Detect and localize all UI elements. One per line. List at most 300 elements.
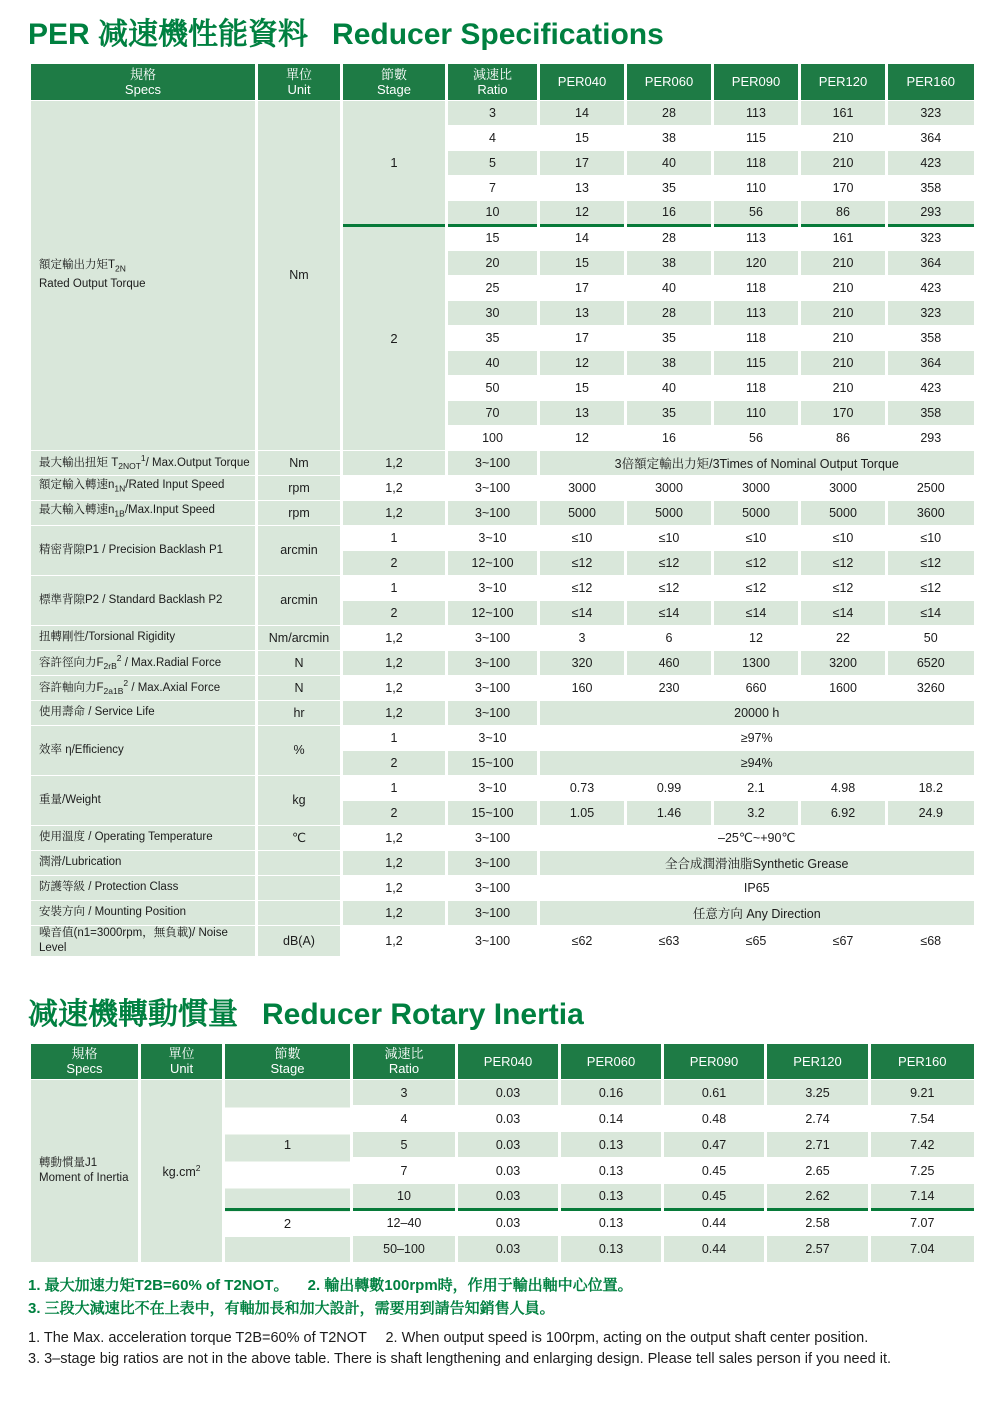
- value-cell: 7.54: [870, 1106, 974, 1132]
- value-cell: 170: [800, 175, 887, 200]
- value-cell: 230: [626, 675, 713, 700]
- value-cell: 161: [800, 100, 887, 125]
- value-cell: 17: [539, 275, 626, 300]
- value-cell: 12: [539, 425, 626, 450]
- group-cell: [257, 875, 342, 900]
- value-cell: 170: [800, 400, 887, 425]
- value-cell: 13: [539, 175, 626, 200]
- inertia-section-title: [28, 998, 972, 1032]
- group-cell: arcmin: [257, 525, 342, 575]
- value-cell: 5000: [539, 500, 626, 525]
- value-cell: ≤14: [539, 600, 626, 625]
- value-cell: 0.16: [560, 1080, 663, 1106]
- value-cell: 28: [626, 100, 713, 125]
- value-cell: 210: [800, 300, 887, 325]
- value-cell: 1,2: [342, 675, 447, 700]
- value-cell: 1600: [800, 675, 887, 700]
- table-row: [30, 650, 974, 675]
- spec-label: 噪音值(n1=3000rpm，無負載)/ Noise Level: [30, 925, 257, 956]
- value-cell: ≤67: [800, 925, 887, 956]
- value-cell: 0.13: [560, 1184, 663, 1210]
- value-cell: 3~10: [447, 775, 539, 800]
- value-cell: ≤65: [713, 925, 800, 956]
- value-cell: 12: [539, 350, 626, 375]
- value-cell: 40: [626, 375, 713, 400]
- value-cell: 38: [626, 350, 713, 375]
- value-cell: ≤12: [539, 575, 626, 600]
- value-cell: 3~100: [447, 650, 539, 675]
- value-cell: 12: [713, 625, 800, 650]
- value-cell: 1: [342, 575, 447, 600]
- table-row: [30, 100, 974, 125]
- value-cell: 3.2: [713, 800, 800, 825]
- value-cell: 1,2: [342, 900, 447, 925]
- value-cell: 0.48: [663, 1106, 766, 1132]
- value-cell: 0.03: [457, 1236, 560, 1262]
- value-cell: ≤62: [539, 925, 626, 956]
- table-row: [30, 925, 974, 956]
- table-row: [30, 850, 974, 875]
- group-cell: Nm: [257, 450, 342, 475]
- group-cell: kg: [257, 775, 342, 825]
- group-cell: %: [257, 725, 342, 775]
- column-header: PER160: [870, 1044, 974, 1080]
- value-cell: 1: [342, 775, 447, 800]
- value-cell: 1,2: [342, 650, 447, 675]
- value-cell: 364: [887, 250, 974, 275]
- value-cell: 100: [447, 425, 539, 450]
- value-cell: 110: [713, 400, 800, 425]
- column-header: PER040: [457, 1044, 560, 1080]
- value-cell: 1.05: [539, 800, 626, 825]
- value-cell: ≤10: [539, 525, 626, 550]
- value-cell: 35: [626, 400, 713, 425]
- inertia-title-zh: 减速機轉動慣量: [28, 997, 238, 1031]
- value-cell: 50: [447, 375, 539, 400]
- value-cell: 1.46: [626, 800, 713, 825]
- group-cell: 2: [342, 225, 447, 450]
- footnotes: [28, 1274, 972, 1370]
- value-cell: 0.99: [626, 775, 713, 800]
- value-cell: 50: [887, 625, 974, 650]
- table-row: [30, 700, 974, 725]
- table-row: [30, 825, 974, 850]
- spec-title-zh: PER 减速機性能資料: [28, 18, 309, 51]
- value-cell: 210: [800, 325, 887, 350]
- value-cell: ≤12: [887, 550, 974, 575]
- value-cell: 323: [887, 300, 974, 325]
- value-cell: 320: [539, 650, 626, 675]
- spec-label: 使用溫度 / Operating Temperature: [30, 825, 257, 850]
- value-cell: 3~10: [447, 575, 539, 600]
- value-cell: 10: [447, 200, 539, 225]
- group-cell: hr: [257, 700, 342, 725]
- spec-label: 最大輸入轉速$n_{1B}/Max.Input$ Speed: [30, 500, 257, 525]
- value-cell: 110: [713, 175, 800, 200]
- table-row: [30, 450, 974, 475]
- column-header: PER060: [560, 1044, 663, 1080]
- spec-label: 重量/Weight: [30, 775, 257, 825]
- value-cell: 22: [800, 625, 887, 650]
- value-cell: 3~100: [447, 475, 539, 500]
- value-cell: ≤12: [887, 575, 974, 600]
- value-cell: 7: [447, 175, 539, 200]
- value-cell: 3000: [539, 475, 626, 500]
- value-cell: 86: [800, 425, 887, 450]
- value-cell: 0.44: [663, 1210, 766, 1236]
- value-cell: 364: [887, 350, 974, 375]
- group-cell: rpm: [257, 500, 342, 525]
- value-cell: 7: [352, 1158, 457, 1184]
- value-cell: 15: [539, 125, 626, 150]
- footnote-en-1: 1. The Max. acceleration torque T2B=60% of T2NOT 2. When output speed is 100rpm, acting on the output shaft center position.: [28, 1329, 869, 1346]
- column-header: 節數 Stage: [342, 64, 447, 100]
- value-cell: ≤63: [626, 925, 713, 956]
- value-cell: 13: [539, 300, 626, 325]
- value-cell: 16: [626, 425, 713, 450]
- value-cell: 0.45: [663, 1184, 766, 1210]
- value-cell: 40: [626, 150, 713, 175]
- table-row: [30, 625, 974, 650]
- value-cell: 86: [800, 200, 887, 225]
- value-cell: ≤12: [539, 550, 626, 575]
- value-cell: 15: [539, 250, 626, 275]
- value-cell: 3~100: [447, 500, 539, 525]
- value-cell: 3.25: [766, 1080, 870, 1106]
- value-cell: ≤14: [887, 600, 974, 625]
- value-cell: 0.14: [560, 1106, 663, 1132]
- value-cell: 2.62: [766, 1184, 870, 1210]
- footnote-spacer: [28, 1320, 972, 1328]
- value-cell: 3260: [887, 675, 974, 700]
- value-cell: 28: [626, 300, 713, 325]
- value-cell: ≥97%: [539, 725, 974, 750]
- value-cell: 210: [800, 250, 887, 275]
- value-cell: 0.03: [457, 1106, 560, 1132]
- value-cell: 210: [800, 350, 887, 375]
- value-cell: 4: [352, 1106, 457, 1132]
- value-cell: 3~100: [447, 675, 539, 700]
- value-cell: 38: [626, 250, 713, 275]
- value-cell: 5000: [626, 500, 713, 525]
- value-cell: 364: [887, 125, 974, 150]
- value-cell: 113: [713, 225, 800, 250]
- column-header: 單位 Unit: [140, 1044, 224, 1080]
- value-cell: ≤14: [800, 600, 887, 625]
- group-cell: [257, 850, 342, 875]
- value-cell: –25℃~+90℃: [539, 825, 974, 850]
- value-cell: 12–40: [352, 1210, 457, 1236]
- value-cell: 118: [713, 375, 800, 400]
- spec-label: 使用壽命 / Service Life: [30, 700, 257, 725]
- value-cell: ≤12: [713, 575, 800, 600]
- value-cell: 7.42: [870, 1132, 974, 1158]
- value-cell: 0.03: [457, 1132, 560, 1158]
- spec-label: 標準背隙P2 / Standard Backlash P2: [30, 575, 257, 625]
- table-row: [30, 500, 974, 525]
- spec-label: 額定輸出力矩$T_{2N}$ Rated Output Torque: [30, 100, 257, 450]
- value-cell: 50–100: [352, 1236, 457, 1262]
- value-cell: 20: [447, 250, 539, 275]
- value-cell: 3~100: [447, 850, 539, 875]
- value-cell: 4.98: [800, 775, 887, 800]
- value-cell: 15: [447, 225, 539, 250]
- value-cell: 4: [447, 125, 539, 150]
- value-cell: 3~100: [447, 450, 539, 475]
- value-cell: 24.9: [887, 800, 974, 825]
- value-cell: 7.14: [870, 1184, 974, 1210]
- value-cell: IP65: [539, 875, 974, 900]
- value-cell: 2: [342, 550, 447, 575]
- value-cell: 38: [626, 125, 713, 150]
- spec-label: 轉動慣量J1 Moment of Inertia: [30, 1080, 140, 1262]
- value-cell: 2.65: [766, 1158, 870, 1184]
- column-header: PER060: [626, 64, 713, 100]
- reducer-specifications-table: [28, 64, 974, 956]
- value-cell: 1: [342, 725, 447, 750]
- value-cell: 15~100: [447, 750, 539, 775]
- value-cell: 0.03: [457, 1158, 560, 1184]
- footnote-en-2: 3. 3–stage big ratios are not in the above table. There is shaft lengthening and enlarging design. Please tell sales person if you need it.: [28, 1350, 892, 1367]
- value-cell: 70: [447, 400, 539, 425]
- value-cell: 2.71: [766, 1132, 870, 1158]
- group-cell: 1: [224, 1080, 352, 1210]
- table-row: [30, 475, 974, 500]
- value-cell: 15: [539, 375, 626, 400]
- value-cell: ≤14: [626, 600, 713, 625]
- value-cell: 0.03: [457, 1080, 560, 1106]
- value-cell: ≤14: [713, 600, 800, 625]
- value-cell: ≤10: [713, 525, 800, 550]
- value-cell: 3000: [713, 475, 800, 500]
- spec-label: 容許軸向力$F_{2a1B}^2$ / Max.Axial Force: [30, 675, 257, 700]
- value-cell: 17: [539, 150, 626, 175]
- value-cell: 3~100: [447, 825, 539, 850]
- value-cell: 3200: [800, 650, 887, 675]
- value-cell: 3~100: [447, 625, 539, 650]
- column-header: PER120: [766, 1044, 870, 1080]
- value-cell: 1,2: [342, 925, 447, 956]
- spec-label: 潤滑/Lubrication: [30, 850, 257, 875]
- value-cell: 2: [342, 800, 447, 825]
- value-cell: 2: [342, 750, 447, 775]
- value-cell: ≤12: [626, 550, 713, 575]
- value-cell: 0.47: [663, 1132, 766, 1158]
- value-cell: ≤10: [887, 525, 974, 550]
- table-row: [30, 675, 974, 700]
- value-cell: 358: [887, 325, 974, 350]
- value-cell: 3: [447, 100, 539, 125]
- value-cell: 2: [342, 600, 447, 625]
- value-cell: 56: [713, 200, 800, 225]
- table-row: [30, 900, 974, 925]
- spec-title-en: Reducer Specifications: [332, 18, 664, 51]
- inertia-title-en: Reducer Rotary Inertia: [262, 997, 584, 1031]
- group-cell: N: [257, 675, 342, 700]
- column-header: PER090: [713, 64, 800, 100]
- value-cell: 0.73: [539, 775, 626, 800]
- value-cell: 1300: [713, 650, 800, 675]
- value-cell: 210: [800, 275, 887, 300]
- value-cell: 35: [626, 175, 713, 200]
- value-cell: 160: [539, 675, 626, 700]
- value-cell: 12~100: [447, 550, 539, 575]
- value-cell: 1,2: [342, 875, 447, 900]
- value-cell: 358: [887, 175, 974, 200]
- value-cell: 113: [713, 100, 800, 125]
- group-cell: dB(A): [257, 925, 342, 956]
- value-cell: 14: [539, 225, 626, 250]
- column-header: PER160: [887, 64, 974, 100]
- column-header: 單位 Unit: [257, 64, 342, 100]
- value-cell: ≤12: [713, 550, 800, 575]
- spec-label: 安裝方向 / Mounting Position: [30, 900, 257, 925]
- value-cell: 210: [800, 375, 887, 400]
- value-cell: 40: [626, 275, 713, 300]
- value-cell: 358: [887, 400, 974, 425]
- value-cell: 161: [800, 225, 887, 250]
- spec-section-title: [28, 18, 972, 52]
- group-cell: [257, 900, 342, 925]
- value-cell: 1: [342, 525, 447, 550]
- value-cell: 10: [352, 1184, 457, 1210]
- group-cell: Nm: [257, 100, 342, 450]
- table-row: [30, 525, 974, 550]
- value-cell: 3000: [800, 475, 887, 500]
- spec-label: 精密背隙P1 / Precision Backlash P1: [30, 525, 257, 575]
- value-cell: 1,2: [342, 850, 447, 875]
- table-row: [30, 1080, 974, 1106]
- table-row: [30, 875, 974, 900]
- value-cell: 12: [539, 200, 626, 225]
- value-cell: 2.57: [766, 1236, 870, 1262]
- value-cell: 25: [447, 275, 539, 300]
- value-cell: 3倍額定輸出力矩/3Times of Nominal Output Torque: [539, 450, 974, 475]
- value-cell: 323: [887, 100, 974, 125]
- value-cell: ≤12: [626, 575, 713, 600]
- spec-label: 防護等級 / Protection Class: [30, 875, 257, 900]
- column-header: 減速比 Ratio: [352, 1044, 457, 1080]
- group-cell: N: [257, 650, 342, 675]
- column-header: 規格 Specs: [30, 1044, 140, 1080]
- value-cell: 6520: [887, 650, 974, 675]
- value-cell: 3~10: [447, 525, 539, 550]
- column-header: PER090: [663, 1044, 766, 1080]
- value-cell: 3~100: [447, 700, 539, 725]
- value-cell: 全合成潤滑油脂Synthetic Grease: [539, 850, 974, 875]
- value-cell: ≤68: [887, 925, 974, 956]
- value-cell: 40: [447, 350, 539, 375]
- value-cell: ≤12: [800, 550, 887, 575]
- value-cell: 460: [626, 650, 713, 675]
- column-header: 規格 Specs: [30, 64, 257, 100]
- value-cell: 0.44: [663, 1236, 766, 1262]
- value-cell: 3: [539, 625, 626, 650]
- value-cell: 323: [887, 225, 974, 250]
- value-cell: 5: [352, 1132, 457, 1158]
- column-header: PER040: [539, 64, 626, 100]
- value-cell: 30: [447, 300, 539, 325]
- value-cell: 1,2: [342, 625, 447, 650]
- value-cell: 7.04: [870, 1236, 974, 1262]
- value-cell: 3600: [887, 500, 974, 525]
- value-cell: 12~100: [447, 600, 539, 625]
- spec-label: 效率 η/Efficiency: [30, 725, 257, 775]
- column-header: 節數 Stage: [224, 1044, 352, 1080]
- value-cell: 118: [713, 275, 800, 300]
- spec-label: 最大輸出扭矩 $T_{2NOT}^1/$ Max.Output Torque: [30, 450, 257, 475]
- value-cell: 660: [713, 675, 800, 700]
- value-cell: 3: [352, 1080, 457, 1106]
- value-cell: 0.03: [457, 1184, 560, 1210]
- value-cell: ≤10: [800, 525, 887, 550]
- value-cell: 423: [887, 275, 974, 300]
- value-cell: 0.03: [457, 1210, 560, 1236]
- value-cell: 115: [713, 350, 800, 375]
- value-cell: 2.1: [713, 775, 800, 800]
- value-cell: 3~100: [447, 875, 539, 900]
- value-cell: 0.61: [663, 1080, 766, 1106]
- value-cell: 56: [713, 425, 800, 450]
- value-cell: 2.58: [766, 1210, 870, 1236]
- header-row: [30, 64, 974, 100]
- spec-label: 額定輸入轉速$n_{1N}$/Rated Input Speed: [30, 475, 257, 500]
- value-cell: 5000: [713, 500, 800, 525]
- value-cell: 1,2: [342, 500, 447, 525]
- value-cell: ≤10: [626, 525, 713, 550]
- value-cell: 2500: [887, 475, 974, 500]
- rotary-inertia-table: [28, 1044, 974, 1262]
- footnote-zh-2: 3. 三段大減速比不在上表中，有軸加長和加大設計，需要用到請告知銷售人員。: [28, 1299, 555, 1317]
- value-cell: 2.74: [766, 1106, 870, 1132]
- value-cell: 3~10: [447, 725, 539, 750]
- value-cell: 5000: [800, 500, 887, 525]
- value-cell: 118: [713, 150, 800, 175]
- footnote-zh-1: 1. 最大加速力矩T2B=60% of T2NOT。 2. 輸出轉數100rpm時，作用于輸出軸中心位置。: [28, 1276, 633, 1294]
- group-cell: Nm/arcmin: [257, 625, 342, 650]
- value-cell: 0.13: [560, 1158, 663, 1184]
- value-cell: 13: [539, 400, 626, 425]
- value-cell: 293: [887, 200, 974, 225]
- value-cell: 任意方向 Any Direction: [539, 900, 974, 925]
- value-cell: 6: [626, 625, 713, 650]
- value-cell: 9.21: [870, 1080, 974, 1106]
- value-cell: 0.13: [560, 1132, 663, 1158]
- value-cell: 20000 h: [539, 700, 974, 725]
- value-cell: 15~100: [447, 800, 539, 825]
- spec-label: 容許徑向力$F_{2rB}^2$ / Max.Radial Force: [30, 650, 257, 675]
- value-cell: 1,2: [342, 825, 447, 850]
- group-cell: 1: [342, 100, 447, 225]
- table-row: [30, 575, 974, 600]
- value-cell: 210: [800, 150, 887, 175]
- value-cell: 423: [887, 150, 974, 175]
- value-cell: 18.2: [887, 775, 974, 800]
- value-cell: 0.13: [560, 1210, 663, 1236]
- value-cell: 28: [626, 225, 713, 250]
- value-cell: 1,2: [342, 450, 447, 475]
- group-cell: arcmin: [257, 575, 342, 625]
- value-cell: 3000: [626, 475, 713, 500]
- value-cell: 6.92: [800, 800, 887, 825]
- value-cell: 210: [800, 125, 887, 150]
- value-cell: 17: [539, 325, 626, 350]
- value-cell: 14: [539, 100, 626, 125]
- value-cell: 0.45: [663, 1158, 766, 1184]
- group-cell: 2: [224, 1210, 352, 1262]
- value-cell: 1,2: [342, 700, 447, 725]
- value-cell: 115: [713, 125, 800, 150]
